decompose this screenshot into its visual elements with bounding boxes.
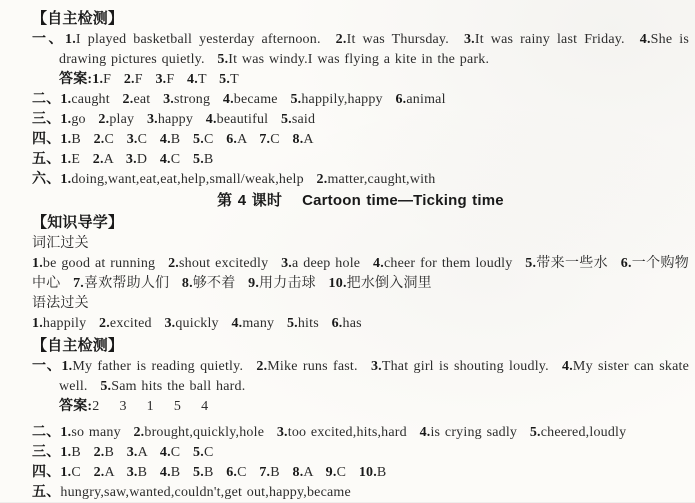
answer-text: C: [203, 445, 214, 460]
answer-text: play: [109, 112, 139, 127]
answer-text: B: [376, 465, 387, 480]
item-number: 5.: [290, 92, 302, 107]
item-number: 4.: [222, 92, 234, 107]
answer-text: C: [170, 445, 186, 460]
item-number: 3.: [164, 316, 176, 331]
answer-text: It was windy.I was flying a kite in the park.: [228, 52, 490, 67]
item-number: 【知识导学】: [32, 214, 124, 231]
sec3-ex1-answers: [32, 397, 689, 417]
item-number: 四、: [32, 132, 61, 147]
item-number: 5.: [193, 465, 204, 480]
item-number: 六、: [32, 172, 61, 187]
item-number: 2.: [93, 465, 105, 480]
answer-text: C: [71, 465, 86, 480]
item-number: 3.: [126, 465, 138, 480]
sec3-ex4-choices: [32, 463, 689, 483]
answer-text: excited: [109, 316, 157, 331]
item-number: 【自主检测】: [32, 337, 124, 354]
answer-text: B: [104, 445, 119, 460]
item-number: 3.: [463, 32, 475, 47]
item-number: 3.: [281, 256, 293, 271]
item-number: 第 4 课时: [217, 192, 283, 209]
item-number: 5.: [217, 52, 229, 67]
answer-text: happily,happy: [301, 92, 388, 107]
item-number: 一、: [32, 359, 62, 374]
answer-text: B: [170, 132, 186, 147]
sec3-ex5-fill: [32, 483, 689, 503]
answer-text: eat: [133, 92, 156, 107]
item-number: 6.: [226, 132, 238, 147]
item-number: 4.: [373, 256, 384, 271]
sec1-ex1-sentences: [32, 30, 689, 70]
item-number: 1.: [61, 359, 73, 374]
item-number: 9.: [248, 276, 260, 291]
answer-text: brought,quickly,hole: [144, 425, 269, 440]
item-number: 8.: [292, 132, 304, 147]
item-number: 5.: [100, 379, 112, 394]
item-number: 7.: [73, 276, 85, 291]
item-number: 2.: [316, 172, 328, 187]
item-number: 1.: [65, 32, 76, 47]
answer-text: 1: [146, 399, 154, 414]
answer-text: F: [103, 72, 116, 87]
answer-text: C: [203, 132, 219, 147]
answer-text: C: [170, 152, 185, 167]
answer-text: too excited,hits,hard: [287, 425, 412, 440]
item-number: 1.: [60, 152, 72, 167]
sec1-ex2-words: [32, 90, 689, 110]
answer-text: A: [303, 132, 314, 147]
item-number: 8.: [181, 276, 193, 291]
item-number: 8.: [292, 465, 304, 480]
answer-text: 一个购物中心: [32, 256, 689, 291]
sec1-ex4-choices: [32, 130, 689, 150]
answer-text: T: [197, 72, 212, 87]
answer-text: strong: [173, 92, 215, 107]
item-number: 4.: [187, 72, 198, 87]
sec3-heading-self-check: [32, 336, 689, 356]
item-number: 1.: [60, 465, 72, 480]
item-number: 答案:: [59, 399, 93, 414]
answer-text: 喜欢帮助人们: [84, 276, 174, 291]
answer-text: cheer for them loudly: [383, 256, 518, 271]
item-number: 4.: [159, 465, 171, 480]
item-number: 2.: [122, 92, 134, 107]
answer-text: 语法过关: [32, 296, 89, 311]
item-number: 6.: [331, 316, 343, 331]
item-number: 1.: [32, 256, 43, 271]
item-number: 5.: [193, 152, 204, 167]
answer-text: F: [134, 72, 148, 87]
answer-text: A: [303, 465, 318, 480]
item-number: 2.: [93, 132, 105, 147]
item-number: 5.: [193, 445, 204, 460]
item-number: 7.: [259, 465, 271, 480]
item-number: 2.: [93, 445, 105, 460]
item-number: 5.: [525, 256, 537, 271]
answer-text: 4: [201, 399, 209, 414]
item-number: 2.: [335, 32, 347, 47]
item-number: 1.: [92, 72, 104, 87]
item-number: 3.: [370, 359, 382, 374]
answer-text: 带来一些水: [536, 256, 613, 271]
answer-text: C: [104, 132, 119, 147]
grammar-answers: [32, 314, 689, 334]
answer-text: so many: [71, 425, 126, 440]
sec1-ex1-answers: [32, 70, 689, 90]
answer-text: A: [104, 465, 119, 480]
vocab-answers: [32, 254, 689, 294]
item-number: 3.: [163, 92, 174, 107]
answer-text: C: [137, 132, 152, 147]
answer-text: F: [166, 72, 180, 87]
answer-text: She is drawing pictures quietly.: [59, 32, 689, 67]
answer-text: B: [270, 465, 285, 480]
answer-text: a deep hole: [292, 256, 366, 271]
item-number: 二、: [32, 92, 61, 107]
answer-text: T: [230, 72, 239, 87]
answer-key-content: [32, 9, 689, 503]
item-number: 4.: [159, 445, 171, 460]
item-number: 2.: [256, 359, 268, 374]
answer-text: many: [242, 316, 279, 331]
answer-text: It was rainy last Friday.: [474, 32, 632, 47]
item-number: 10.: [328, 276, 347, 291]
item-number: 1.: [60, 112, 72, 127]
answer-text: hits: [297, 316, 324, 331]
answer-text: My father is reading quietly.: [72, 359, 249, 374]
answer-text: matter,caught,with: [327, 172, 436, 187]
answer-text: C: [270, 132, 285, 147]
sec1-ex6-fill: [32, 170, 689, 190]
sec2-heading-knowledge-guide: [32, 213, 689, 233]
answer-text: hungry,saw,wanted,couldn't,get out,happy,became: [60, 485, 351, 500]
answer-text: 3: [119, 399, 127, 414]
item-number: 2.: [168, 256, 179, 271]
sec3-ex2-fill: [32, 423, 689, 443]
answer-text: happy: [157, 112, 198, 127]
item-number: 3.: [126, 132, 138, 147]
item-number: 二、: [32, 425, 61, 440]
answer-text: animal: [406, 92, 446, 107]
sec1-ex5-matching: [32, 150, 689, 170]
vocab-subheading: [32, 234, 689, 254]
item-number: 5.: [286, 316, 298, 331]
answer-text: B: [71, 445, 86, 460]
item-number: 6.: [395, 92, 407, 107]
answer-text: beautiful: [216, 112, 273, 127]
answer-text: A: [237, 132, 252, 147]
item-number: 6.: [226, 465, 238, 480]
sec3-ex3-choices: [32, 443, 689, 463]
item-number: 7.: [259, 132, 271, 147]
answer-text: A: [137, 445, 152, 460]
item-number: 1.: [60, 92, 72, 107]
answer-text: D: [136, 152, 152, 167]
answer-text: happily: [42, 316, 91, 331]
answer-text: quickly: [175, 316, 224, 331]
answer-text: A: [103, 152, 118, 167]
item-number: 五、: [32, 485, 61, 500]
item-number: 1.: [60, 172, 72, 187]
item-number: 3.: [125, 152, 137, 167]
item-number: 三、: [32, 112, 61, 127]
item-number: 2.: [123, 72, 135, 87]
item-number: 3.: [126, 445, 138, 460]
answer-text: has: [342, 316, 362, 331]
item-number: 1.: [60, 425, 72, 440]
item-number: 6.: [620, 256, 632, 271]
answer-text: 够不着: [192, 276, 241, 291]
item-number: 2.: [92, 152, 104, 167]
item-number: 4.: [205, 112, 217, 127]
answer-text: became: [233, 92, 283, 107]
answer-text: go: [71, 112, 91, 127]
item-number: 4.: [231, 316, 243, 331]
item-number: 2.: [98, 112, 110, 127]
answer-text: 把水倒入洞里: [346, 276, 432, 291]
answer-text: B: [137, 465, 152, 480]
item-number: 3.: [155, 72, 167, 87]
item-number: 五、: [32, 152, 61, 167]
item-number: 9.: [325, 465, 337, 480]
item-number: 三、: [32, 445, 61, 460]
answer-text: E: [71, 152, 85, 167]
answer-text: shout excitedly: [179, 256, 274, 271]
item-number: 2.: [133, 425, 145, 440]
lesson-title: [32, 191, 689, 211]
answer-text: B: [170, 465, 186, 480]
item-number: 3.: [276, 425, 288, 440]
item-number: 5.: [280, 112, 292, 127]
item-number: 5.: [219, 72, 231, 87]
answer-text: My sister can skate well.: [59, 359, 689, 394]
item-number: 四、: [32, 465, 61, 480]
sec1-heading-self-check: [32, 9, 689, 29]
answer-text: B: [71, 132, 86, 147]
item-number: 10.: [358, 465, 377, 480]
answer-text: 用力击球: [259, 276, 321, 291]
item-number: 2.: [99, 316, 110, 331]
answer-text: C: [336, 465, 351, 480]
answer-text: Mike runs fast.: [267, 359, 363, 374]
sec1-ex3-words: [32, 110, 689, 130]
answer-text: I played basketball yesterday afternoon.: [75, 32, 328, 47]
grammar-subheading: [32, 294, 689, 314]
answer-text: doing,want,eat,eat,help,small/weak,help: [71, 172, 309, 187]
item-number: Cartoon time—Ticking time: [302, 192, 504, 209]
answer-text: B: [203, 465, 219, 480]
answer-text: said: [291, 112, 316, 127]
answer-text: is crying sadly: [430, 425, 522, 440]
item-number: 【自主检测】: [32, 10, 124, 27]
answer-text: C: [237, 465, 252, 480]
answer-text: cheered,loudly: [540, 425, 627, 440]
item-number: 3.: [146, 112, 158, 127]
item-number: 4.: [562, 359, 573, 374]
answer-text: B: [203, 152, 214, 167]
answer-text: 2: [92, 399, 100, 414]
item-number: 1.: [60, 445, 72, 460]
sec3-ex1-sentences: [32, 357, 689, 397]
item-number: 答案:: [59, 72, 93, 87]
item-number: 5.: [193, 132, 204, 147]
item-number: 4.: [639, 32, 651, 47]
answer-text: It was Thursday.: [346, 32, 456, 47]
item-number: 5.: [529, 425, 541, 440]
answer-text: That girl is shouting loudly.: [381, 359, 555, 374]
answer-text: caught: [71, 92, 115, 107]
item-number: 4.: [159, 132, 171, 147]
answer-text: Sam hits the ball hard.: [111, 379, 246, 394]
answer-text: 词汇过关: [32, 236, 89, 251]
item-number: 4.: [419, 425, 431, 440]
item-number: 1.: [60, 132, 72, 147]
answer-text: be good at running: [42, 256, 161, 271]
item-number: 4.: [159, 152, 171, 167]
item-number: 1.: [32, 316, 43, 331]
item-number: 一、: [32, 32, 66, 47]
answer-text: 5: [173, 399, 182, 414]
